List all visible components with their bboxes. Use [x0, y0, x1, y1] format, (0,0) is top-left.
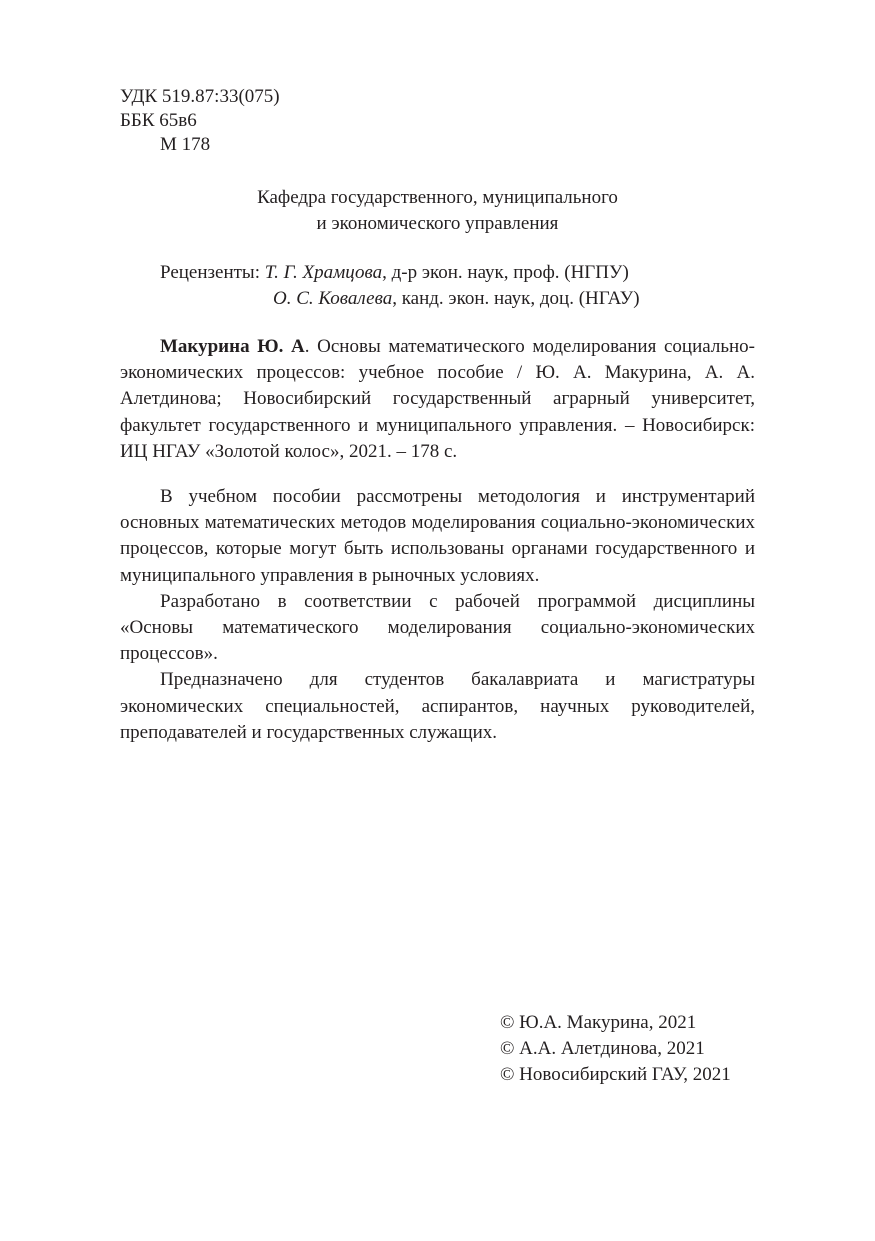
- bib-text: . Основы математического моделирования социально-экономических процессов: учебное пособие / Ю. А. Макурина, А. А. Алетдинова; Новосибирский государственный аграрный университет, факультет государственного и муниципального управления. – Новосибирск: ИЦ НГАУ «Золотой колос», 2021. – 178 с.: [120, 336, 755, 462]
- bibliographic-paragraph: [120, 334, 755, 465]
- annotation-paragraph-1: В учебном пособии рассмотрены методология и инструментарий основных математических методов моделирования социально-экономических процессов, которые могут быть использованы органами государственного и муниципального управления в рыночных условиях.: [120, 486, 755, 586]
- annotation-paragraph-3: Предназначено для студентов бакалавриата и магистратуры экономических специальностей, аспирантов, научных руководителей, преподавателей и государственных служащих.: [120, 669, 755, 743]
- reviewer-2-name: О. С. Ковалева: [273, 288, 393, 309]
- bibliographic-record: [120, 334, 755, 465]
- author-mark: М 178: [160, 134, 211, 155]
- copyright-line-2: © А.А. Алетдинова, 2021: [500, 1038, 705, 1059]
- classification-codes: [120, 85, 280, 157]
- annotation: [120, 484, 755, 746]
- reviewers-block: [160, 260, 640, 312]
- department-line-2: и экономического управления: [316, 213, 559, 234]
- annotation-paragraph-2: Разработано в соответствии с рабочей программой дисциплины «Основы математического моделирования социально-экономических процессов».: [120, 590, 755, 665]
- reviewer-row-2: [160, 286, 640, 312]
- reviewer-row-1: [160, 260, 640, 286]
- department-heading: [120, 185, 755, 237]
- copyright-line-1: © Ю.А. Макурина, 2021: [500, 1012, 697, 1033]
- copyright-block: [500, 1010, 731, 1088]
- reviewer-2-info: , канд. экон. наук, доц. (НГАУ): [392, 288, 640, 309]
- department-line-1: Кафедра государственного, муниципального: [257, 187, 618, 208]
- udk-code: УДК 519.87:33(075): [120, 86, 280, 107]
- reviewer-1-info: , д-р экон. наук, проф. (НГПУ): [382, 262, 629, 283]
- bib-author: Макурина Ю. А: [160, 336, 305, 357]
- copyright-line-3: © Новосибирский ГАУ, 2021: [500, 1064, 731, 1085]
- reviewers-label: Рецензенты:: [160, 262, 260, 283]
- reviewer-1-name: Т. Г. Храмцова: [264, 262, 383, 283]
- bbk-code: ББК 65в6: [120, 110, 197, 131]
